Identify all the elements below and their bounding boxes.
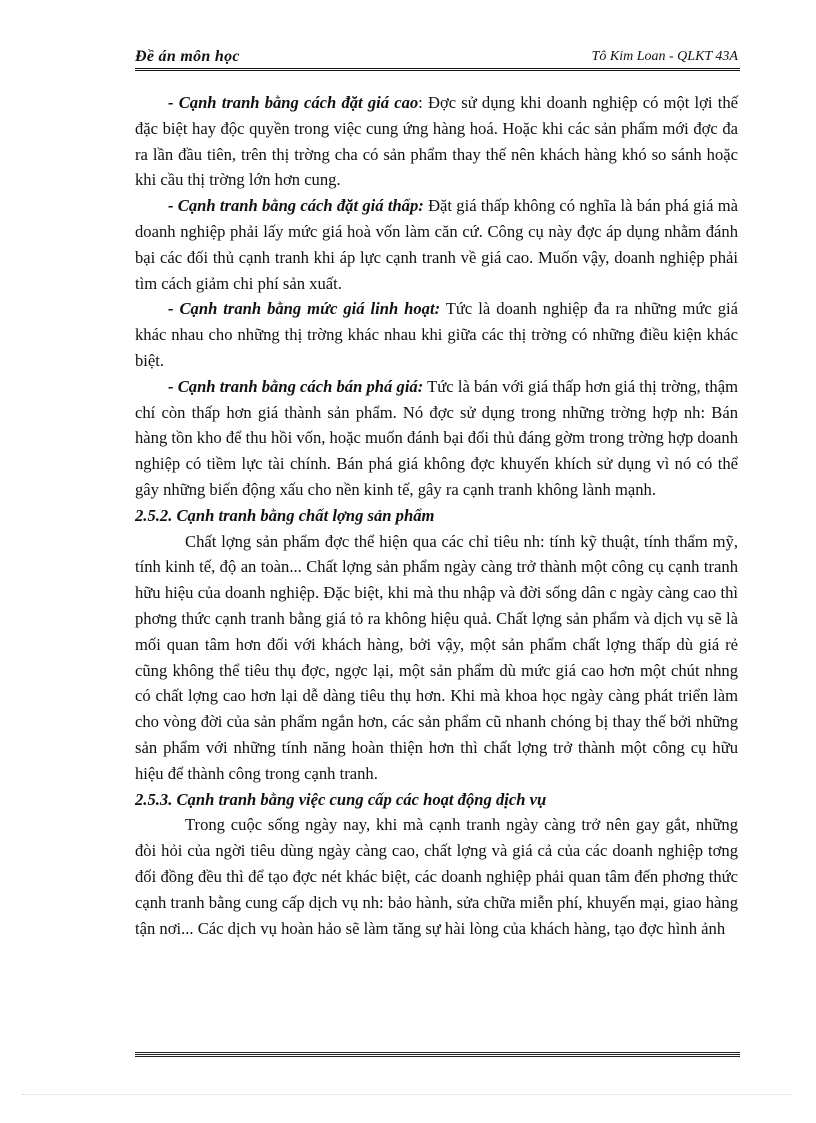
section-heading-2-5-3: 2.5.3. Cạnh tranh bằng việc cung cấp các hoạt động dịch vụ (135, 789, 547, 809)
page-edge-dotted-line (22, 1094, 792, 1095)
paragraph-text: : Đợc sử dụng khi doanh nghiệp có một lợi thế đặc biệt hay độc quyền trong việc cung ứng hàng hoá. Hoặc khi các sản phẩm mới đợc đa ra lần đầu tiên, trên thị trờng cha có sản phẩm thay thế nên khách hàng khó so sánh hoặc khi cầu thị trờng lớn hơn cung. (135, 93, 738, 190)
header-rule-secondary (135, 70, 740, 71)
paragraph-text: Đặt giá thấp không có nghĩa là bán phá giá mà doanh nghiệp phải lấy mức giá hoà vốn làm căn cứ. Công cụ này đợc áp dụng nhằm đánh bại các đối thủ cạnh tranh khi áp lực cạnh tranh về giá cao. Muốn vậy, doanh nghiệp phải tìm cách giảm chi phí sản xuất. (135, 196, 738, 293)
paragraph-lead: - Cạnh tranh bằng cách bán phá giá: (168, 376, 424, 396)
paragraph-flexible-price (135, 296, 738, 373)
paragraph-low-price (135, 193, 738, 296)
paragraph-lead: - Cạnh tranh bằng cách đặt giá cao (168, 93, 419, 112)
paragraph-services: Trong cuộc sống ngày nay, khi mà cạnh tranh ngày càng trở nên gay gắt, những đòi hỏi của ngời tiêu dùng ngày càng cao, chất lợng và giá cả của các doanh nghiệp tơng đối đồng đều thì để tạo đợc nét khác biệt, các doanh nghiệp phải quan tâm đến phơng thức cạnh tranh bằng cung cấp dịch vụ nh: bảo hành, sửa chữa miễn phí, khuyến mại, giao hàng tận nơi... Các dịch vụ hoàn hảo sẽ làm tăng sự hài lòng của khách hàng, tạo đợc hình ảnh (135, 815, 738, 938)
paragraph-lead: - Cạnh tranh bằng mức giá linh hoạt: (168, 299, 441, 319)
paragraph-high-price (135, 90, 738, 193)
paragraph-lead: - Cạnh tranh bằng cách đặt giá thấp: (168, 196, 424, 216)
paragraph-dumping (135, 374, 738, 503)
header-title: Đề án môn học (135, 48, 240, 65)
section-heading-2-5-2: 2.5.2. Cạnh tranh bằng chất lợng sản phẩm (135, 505, 435, 525)
footer-rule-secondary (135, 1054, 740, 1055)
document-body (135, 90, 738, 941)
paragraph-text: Tức là bán với giá thấp hơn giá thị trờng, thậm chí còn thấp hơn giá thành sản phẩm. Nó đợc sử dụng trong những trờng hợp nh: Bán hàng tồn kho để thu hồi vốn, hoặc muốn đánh bại đối thủ đáng gờm trong trờng hợp doanh nghiệp có tiềm lực tài chính. Bán phá giá không đợc khuyến khích sử dụng vì nó có thể gây những biến động xấu cho nền kinh tế, gây ra cạnh tranh không lành mạnh. (135, 376, 739, 499)
paragraph-quality: Chất lợng sản phẩm đợc thể hiện qua các chỉ tiêu nh: tính kỹ thuật, tính thẩm mỹ, tính kinh tế, độ an toàn... Chất lợng sản phẩm ngày càng trở thành một công cụ cạnh tranh hữu hiệu của doanh nghiệp. Đặc biệt, khi mà thu nhập và đời sống dân c ngày càng cao thì phơng thức cạnh tranh bằng giá tỏ ra không hiệu quả. Chất lợng sản phẩm và dịch vụ sẽ là mối quan tâm hơn đối với khách hàng, bởi vậy, một sản phẩm chất lợng thấp dù giá rẻ cũng không thể tiêu thụ đợc, ngợc lại, một sản phẩm dù mức giá cao hơn một chút nhng có chất lợng cao hơn lại dễ dàng tiêu thụ hơn. Khi mà khoa học ngày càng phát triển làm cho vòng đời của sản phẩm ngắn hơn, các sản phẩm cũ nhanh chóng bị thay thế bởi những sản phẩm với những tính năng hoàn thiện hơn thì chất lợng trở thành một công cụ hữu hiệu để thành công trong cạnh tranh. (135, 531, 738, 783)
header-rule (135, 68, 740, 69)
header-author: Tô Kim Loan - QLKT 43A (591, 49, 738, 64)
page-header (135, 48, 740, 68)
footer-rule (135, 1052, 740, 1053)
footer-rule-tertiary (135, 1056, 740, 1057)
paragraph-text: Tức là doanh nghiệp đa ra những mức giá khác nhau cho những thị trờng khác nhau khi giữa các thị trờng có những điều kiện khác biệt. (135, 299, 738, 370)
